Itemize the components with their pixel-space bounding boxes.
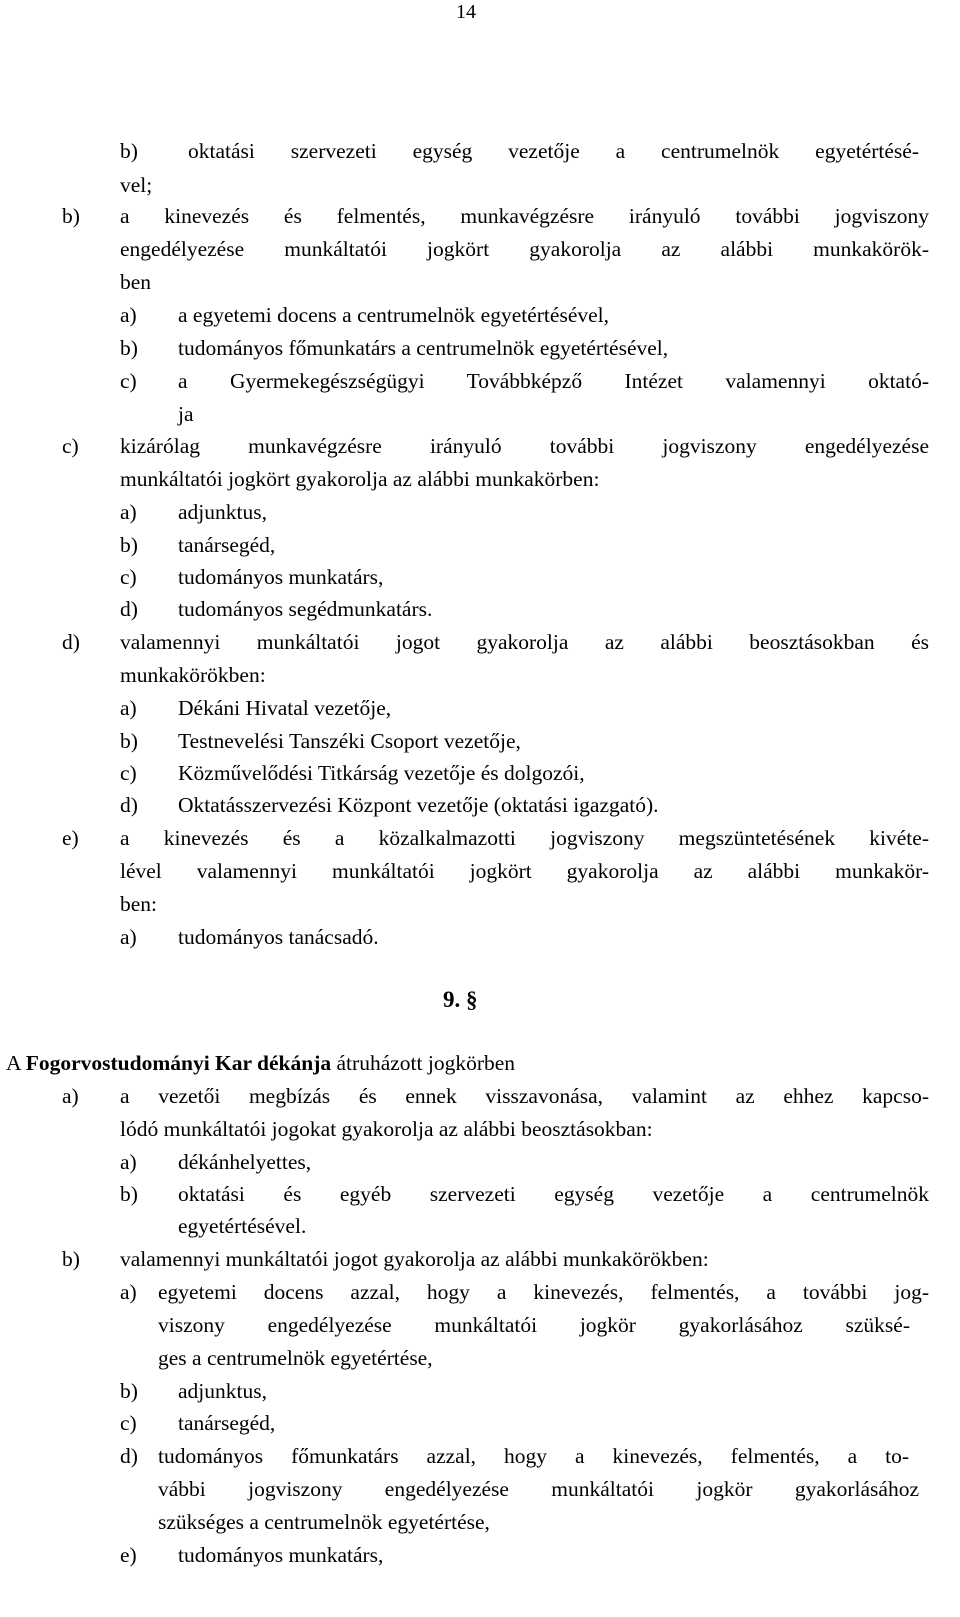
intro-text-post: átruházott jogkörben <box>331 1051 516 1075</box>
list-item-label: c) <box>120 1411 137 1435</box>
list-item-text: dékánhelyettes, <box>178 1150 312 1174</box>
list-item-label: b) <box>120 729 138 753</box>
list-item-text: ges a centrumelnök egyetértése, <box>158 1346 433 1370</box>
list-item-text: munkakörökben: <box>120 663 266 687</box>
list-item-text: ben: <box>120 892 158 916</box>
list-item-text: adjunktus, <box>178 500 267 524</box>
list-item-label: e) <box>120 1543 137 1567</box>
list-item-label: b) <box>62 204 80 228</box>
list-item-label: b) <box>62 1247 80 1271</box>
intro-text-pre: A <box>6 1051 26 1075</box>
list-item-text: tudományos főmunkatárs a centrumelnök egyetértésével, <box>178 336 669 360</box>
list-item-label: d) <box>120 793 138 817</box>
list-item-text: viszony engedélyezése munkáltatói jogkör gyakorlásához szüksé- <box>158 1313 910 1337</box>
list-item-label: c) <box>120 761 137 785</box>
list-item-text: engedélyezése munkáltatói jogkört gyakorolja az alábbi munkakörök- <box>120 237 929 261</box>
list-item-label: a) <box>120 696 137 720</box>
list-item-text: a vezetői megbízás és ennek visszavonása, valamint az ehhez kapcso- <box>120 1084 929 1108</box>
list-item-label: a) <box>120 1150 137 1174</box>
list-item-text: a Gyermekegészségügyi Továbbképző Intézet valamennyi oktató- <box>178 369 929 393</box>
list-item-text: Dékáni Hivatal vezetője, <box>178 696 392 720</box>
list-item-text: a kinevezés és a közalkalmazotti jogviszony megszüntetésének kivéte- <box>120 826 929 850</box>
list-item-label: b) <box>120 139 138 163</box>
list-item-label: e) <box>62 826 79 850</box>
intro-text-bold: Fogorvostudományi Kar dékánja <box>25 1051 332 1075</box>
list-item-text: adjunktus, <box>178 1379 267 1403</box>
list-item-text: tudományos főmunkatárs azzal, hogy a kinevezés, felmentés, a to- <box>158 1444 909 1468</box>
list-item-label: b) <box>120 1379 138 1403</box>
list-item-text: vábbi jogviszony engedélyezése munkáltatói jogkör gyakorlásához <box>158 1477 919 1501</box>
list-item-text: Oktatásszervezési Központ vezetője (oktatási igazgató). <box>178 793 659 817</box>
list-item-text: Testnevelési Tanszéki Csoport vezetője, <box>178 729 521 753</box>
list-item-text: tudományos segédmunkatárs. <box>178 597 433 621</box>
list-item-label: b) <box>120 533 138 557</box>
list-item-label: c) <box>120 369 137 393</box>
list-item-label: a) <box>120 500 137 524</box>
list-item-label: a) <box>120 1280 137 1304</box>
section-heading: 9. § <box>443 987 478 1012</box>
list-item-text: tudományos munkatárs, <box>178 1543 384 1567</box>
list-item-text: valamennyi munkáltatói jogot gyakorolja az alábbi beosztásokban és <box>120 630 929 654</box>
paragraph-intro <box>6 1053 515 1075</box>
list-item-text: kizárólag munkavégzésre irányuló további jogviszony engedélyezése <box>120 434 929 458</box>
list-item-label: a) <box>62 1084 79 1108</box>
list-item-label: b) <box>120 336 138 360</box>
list-item-label: a) <box>120 925 137 949</box>
list-item-label: c) <box>120 565 137 589</box>
list-item-text: a egyetemi docens a centrumelnök egyetértésével, <box>178 303 609 327</box>
list-item-text: tudományos tanácsadó. <box>178 925 379 949</box>
list-item-text: valamennyi munkáltatói jogot gyakorolja az alábbi munkakörökben: <box>120 1247 709 1271</box>
list-item-text: vel; <box>120 173 153 197</box>
list-item-text: tanársegéd, <box>178 533 276 557</box>
list-item-label: d) <box>120 1444 138 1468</box>
list-item-label: d) <box>120 597 138 621</box>
list-item-text: ja <box>178 402 194 426</box>
list-item-text: egyetértésével. <box>178 1214 307 1238</box>
list-item-text: tudományos munkatárs, <box>178 565 384 589</box>
list-item-text: lódó munkáltatói jogokat gyakorolja az alábbi beosztásokban: <box>120 1117 653 1141</box>
list-item-label: d) <box>62 630 80 654</box>
page-number: 14 <box>456 1 476 23</box>
list-item-text: oktatási szervezeti egység vezetője a centrumelnök egyetértésé- <box>188 139 919 163</box>
list-item-text: ben <box>120 270 152 294</box>
list-item-text: tanársegéd, <box>178 1411 276 1435</box>
list-item-text: a kinevezés és felmentés, munkavégzésre irányuló további jogviszony <box>120 204 929 228</box>
list-item-text: szükséges a centrumelnök egyetértése, <box>158 1510 490 1534</box>
list-item-label: b) <box>120 1182 138 1206</box>
list-item-text: lével valamennyi munkáltatói jogkört gyakorolja az alábbi munkakör- <box>120 859 929 883</box>
list-item-text: Közművelődési Titkárság vezetője és dolgozói, <box>178 761 585 785</box>
list-item-text: munkáltatói jogkört gyakorolja az alábbi munkakörben: <box>120 467 600 491</box>
list-item-text: oktatási és egyéb szervezeti egység vezetője a centrumelnök <box>178 1182 929 1206</box>
list-item-label: a) <box>120 303 137 327</box>
list-item-text: egyetemi docens azzal, hogy a kinevezés, felmentés, a további jog- <box>158 1280 929 1304</box>
list-item-label: c) <box>62 434 79 458</box>
